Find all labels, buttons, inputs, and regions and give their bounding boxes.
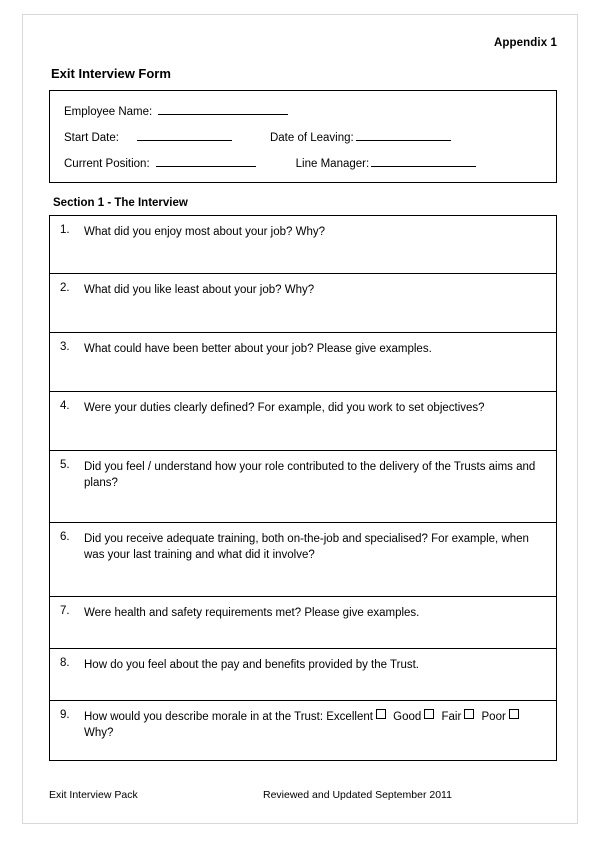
checkbox-fair[interactable] xyxy=(464,709,474,719)
footer-center-text: Reviewed and Updated September 2011 xyxy=(263,789,452,801)
table-row xyxy=(50,216,556,274)
section-heading: Section 1 - The Interview xyxy=(53,197,188,209)
date-of-leaving-field xyxy=(270,130,451,144)
morale-lead-text: How would you describe morale in at the Trust: xyxy=(84,711,324,723)
morale-why-text: Why? xyxy=(84,727,114,740)
questions-table xyxy=(49,215,557,761)
morale-option-good: Good xyxy=(393,711,422,723)
table-row-morale xyxy=(50,701,556,761)
start-date-field xyxy=(64,130,232,144)
question-text: Did you receive adequate training, both on-the-job and specialised? For example, when was your last training and what did it involve? xyxy=(84,533,529,562)
question-text: Did you feel / understand how your role contributed to the delivery of the Trusts aims and plans? xyxy=(84,461,536,490)
question-number: 2. xyxy=(60,282,70,294)
table-row xyxy=(50,392,556,451)
line-manager-field xyxy=(296,156,477,170)
question-text: Were your duties clearly defined? For example, did you work to set objectives? xyxy=(84,402,485,414)
checkbox-good[interactable] xyxy=(424,709,434,719)
question-text: What did you enjoy most about your job? Why? xyxy=(84,226,325,238)
question-number: 6. xyxy=(60,531,70,543)
footer-left-text: Exit Interview Pack xyxy=(49,789,138,801)
question-text: How do you feel about the pay and benefits provided by the Trust. xyxy=(84,659,419,671)
morale-option-fair: Fair xyxy=(441,711,462,723)
date-of-leaving-input[interactable] xyxy=(356,130,451,141)
question-number: 5. xyxy=(60,459,70,471)
start-date-input[interactable] xyxy=(137,130,232,141)
current-position-field xyxy=(64,156,256,170)
employee-name-row xyxy=(50,104,556,118)
morale-option-poor: Poor xyxy=(481,711,506,723)
current-position-label: Current Position: xyxy=(64,158,150,170)
line-manager-label: Line Manager: xyxy=(295,158,370,170)
checkbox-poor[interactable] xyxy=(509,709,519,719)
table-row xyxy=(50,274,556,333)
employee-details-box xyxy=(49,90,557,183)
current-position-row xyxy=(50,156,556,170)
question-number: 4. xyxy=(60,400,70,412)
question-text-morale xyxy=(84,709,546,752)
checkbox-excellent[interactable] xyxy=(376,709,386,719)
question-number: 1. xyxy=(60,224,70,236)
question-number: 3. xyxy=(60,341,70,353)
question-number: 9. xyxy=(60,709,70,721)
table-row xyxy=(50,597,556,649)
question-text: Were health and safety requirements met? Please give examples. xyxy=(84,607,420,619)
page-footer xyxy=(49,789,557,801)
document-page xyxy=(22,14,578,824)
question-text: What could have been better about your job? Please give examples. xyxy=(84,343,432,355)
date-of-leaving-label: Date of Leaving: xyxy=(269,132,354,144)
employee-name-label: Employee Name: xyxy=(64,106,153,118)
page-content xyxy=(49,37,557,761)
question-text: What did you like least about your job? Why? xyxy=(84,284,315,296)
table-row xyxy=(50,649,556,701)
question-number: 7. xyxy=(60,605,70,617)
table-row xyxy=(50,523,556,597)
question-number: 8. xyxy=(60,657,70,669)
start-date-label: Start Date: xyxy=(64,132,119,144)
start-date-row xyxy=(50,130,556,144)
table-row xyxy=(50,451,556,523)
employee-name-input[interactable] xyxy=(158,104,288,115)
page-title: Exit Interview Form xyxy=(51,66,171,81)
current-position-input[interactable] xyxy=(156,156,256,167)
employee-name-field xyxy=(64,104,288,118)
table-row xyxy=(50,333,556,392)
line-manager-input[interactable] xyxy=(371,156,476,167)
appendix-label: Appendix 1 xyxy=(494,37,557,49)
morale-option-excellent: Excellent xyxy=(326,711,373,723)
